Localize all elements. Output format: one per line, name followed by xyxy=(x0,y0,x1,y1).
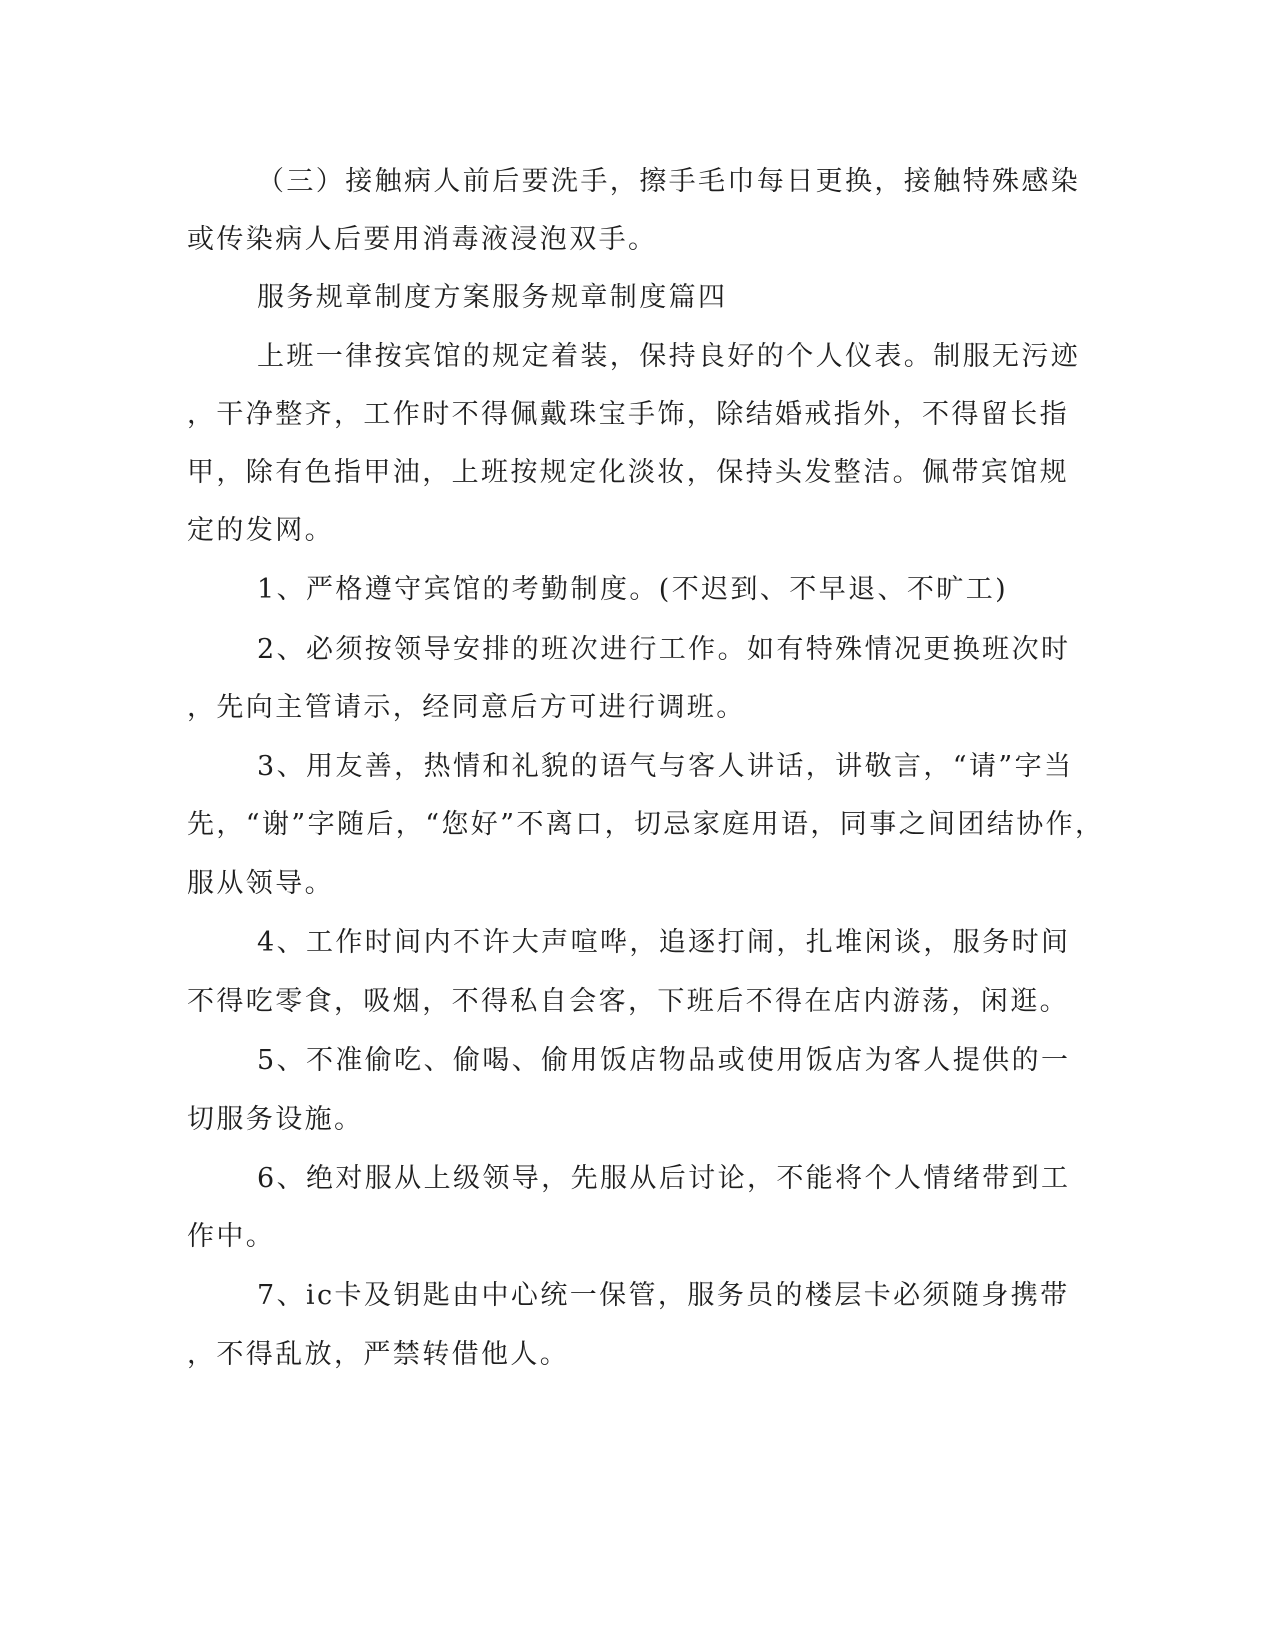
paragraph-line: 服从领导。 xyxy=(187,868,334,899)
paragraph-line: 上班一律按宾馆的规定着装，保持良好的个人仪表。制服无污迹 xyxy=(257,341,1081,372)
paragraph-line: 先，“谢”字随后，“您好”不离口，切忌家庭用语，同事之间团结协作， xyxy=(187,809,1105,840)
paragraph-line: ，干净整齐，工作时不得佩戴珠宝手饰，除结婚戒指外，不得留长指 xyxy=(187,399,1069,430)
list-item-4: 4、工作时间内不许大声喧哗，追逐打闹，扎堆闲谈，服务时间 xyxy=(257,927,1071,958)
paragraph-line: ，不得乱放，严禁转借他人。 xyxy=(187,1339,570,1370)
paragraph-line: 切服务设施。 xyxy=(187,1104,364,1135)
list-item-5: 5、不准偷吃、偷喝、偷用饭店物品或使用饭店为客人提供的一 xyxy=(257,1045,1071,1076)
list-item-1: 1、严格遵守宾馆的考勤制度。(不迟到、不早退、不旷工) xyxy=(257,574,1009,605)
paragraph-line: 定的发网。 xyxy=(187,515,334,546)
paragraph-line: 或传染病人后要用消毒液浸泡双手。 xyxy=(187,224,658,255)
section-heading: 服务规章制度方案服务规章制度篇四 xyxy=(257,282,728,313)
paragraph-line: 不得吃零食，吸烟，不得私自会客，下班后不得在店内游荡，闲逛。 xyxy=(187,986,1069,1017)
paragraph-line: 作中。 xyxy=(187,1221,276,1252)
list-item-6: 6、绝对服从上级领导，先服从后讨论，不能将个人情绪带到工 xyxy=(257,1163,1071,1194)
paragraph-line: 甲，除有色指甲油，上班按规定化淡妆，保持头发整洁。佩带宾馆规 xyxy=(187,457,1069,488)
list-item-2: 2、必须按领导安排的班次进行工作。如有特殊情况更换班次时 xyxy=(257,634,1071,665)
list-item-7: 7、ic卡及钥匙由中心统一保管，服务员的楼层卡必须随身携带 xyxy=(257,1280,1070,1311)
paragraph-line: （三）接触病人前后要洗手，擦手毛巾每日更换，接触特殊感染 xyxy=(257,166,1081,197)
list-item-3: 3、用友善，热情和礼貌的语气与客人讲话，讲敬言，“请”字当 xyxy=(257,751,1074,782)
paragraph-line: ，先向主管请示，经同意后方可进行调班。 xyxy=(187,692,746,723)
